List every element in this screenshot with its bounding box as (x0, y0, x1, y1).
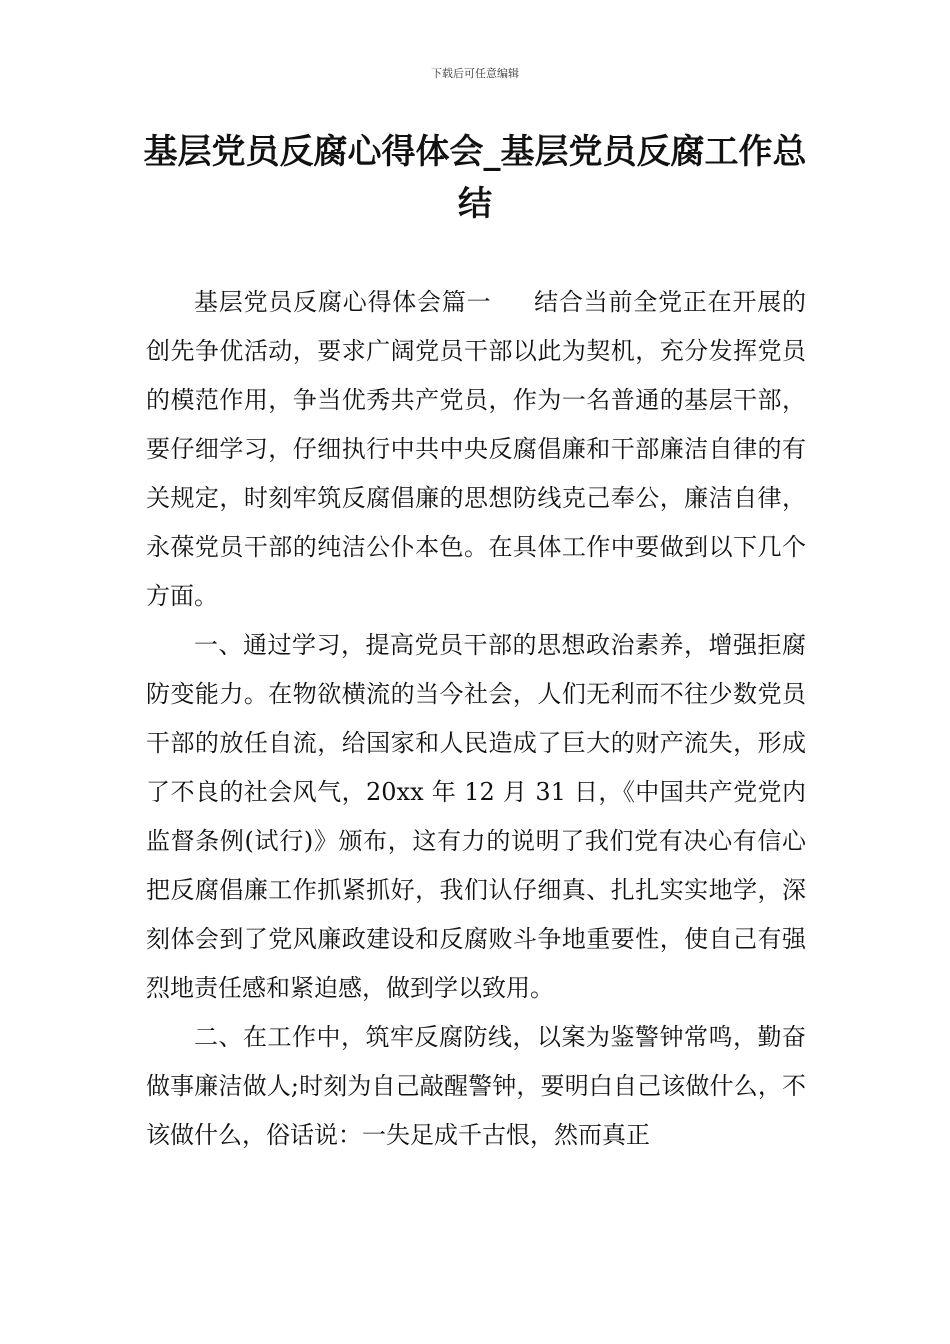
paragraph-text: 结合当前全党正在开展的创先争优活动，要求广阔党员干部以此为契机，充分发挥党员的模范作用，争当优秀共产党员，作为一名普通的基层干部，要仔细学习，仔细执行中共中央反腐倡廉和干部廉洁自律的有关规定，时刻牢筑反腐倡廉的思想防线克己奉公，廉洁自律，永葆党员干部的纯洁公仆本色。在具体工作中要做到以下几个方面。 (146, 288, 806, 610)
paragraph-intro (146, 278, 806, 621)
paragraph-two: 二、在工作中，筑牢反腐防线，以案为鉴警钟常鸣，勤奋做事廉洁做人;时刻为自己敲醒警钟，要明白自己该做什么，不该做什么，俗话说：一失足成千古恨，然而真正 (146, 1023, 806, 1149)
document-title: 基层党员反腐心得体会_基层党员反腐工作总结 (143, 132, 807, 224)
document-body (146, 278, 806, 1160)
paragraph-one: 一、通过学习，提高党员干部的思想政治素养，增强拒腐防变能力。在物欲横流的当今社会，人们无利而不往少数党员干部的放任自流，给国家和人民造成了巨大的财产流失，形成了不良的社会风气，20xx 年 12 月 31 日，《中国共产党党内监督条例(试行)》颁布，这有力的说明了我们党有决心有信心把反腐倡廉工作抓紧抓好，我们认仔细真、扎扎实实地学，深刻体会到了党风廉政建设和反腐败斗争地重要性，使自己有强烈地责任感和紧迫感，做到学以致用。 (146, 631, 806, 1002)
intro-heading: 基层党员反腐心得体会篇一 (194, 288, 492, 316)
header-note: 下载后可任意编辑 (431, 67, 519, 80)
